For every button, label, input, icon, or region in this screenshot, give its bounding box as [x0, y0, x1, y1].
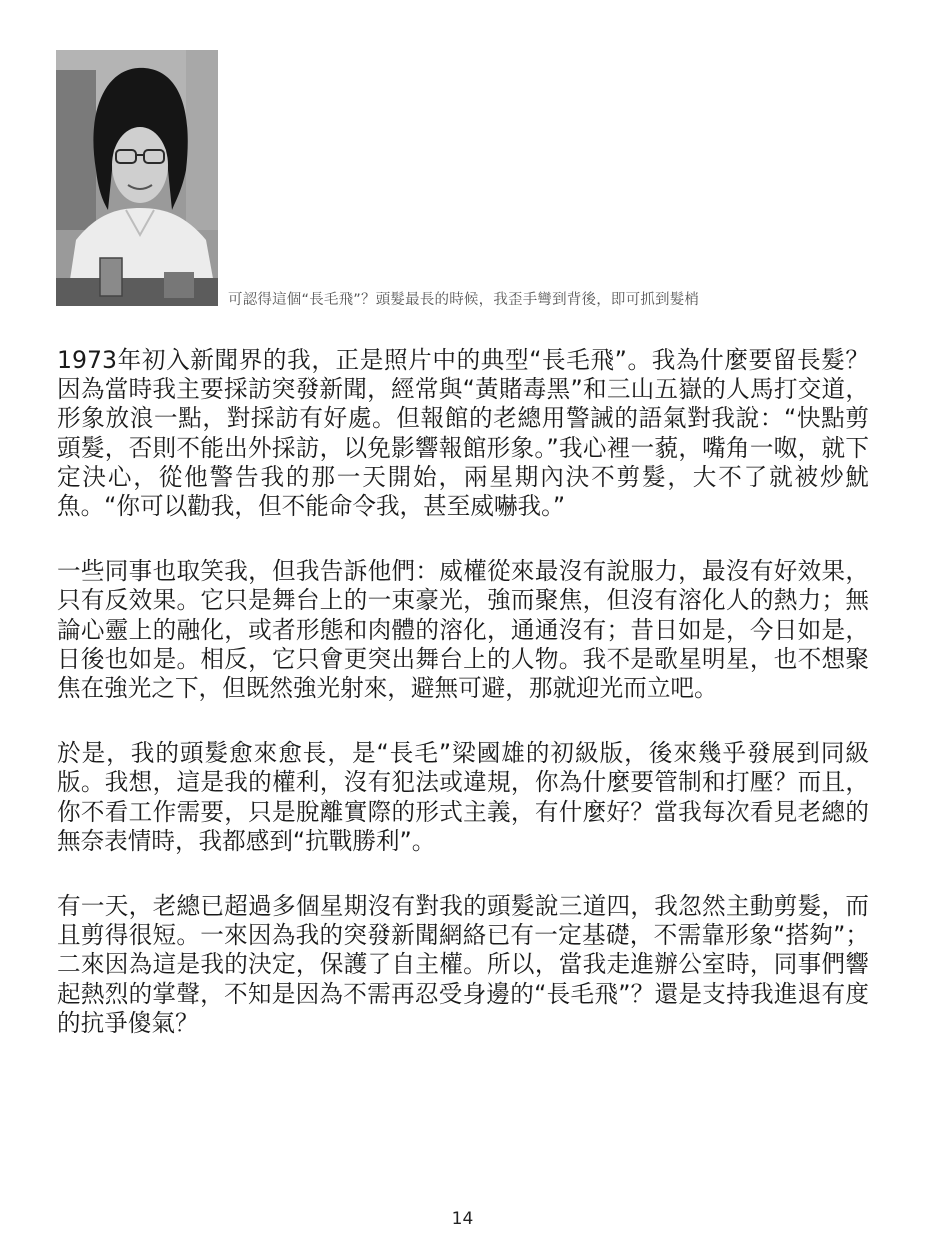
paragraph-3: 於是，我的頭髮愈來愈長，是“長毛”梁國雄的初級版，後來幾乎發展到同級版。我想，這是我的權利，沒有犯法或違規，你為什麼要管制和打壓？而且，你不看工作需要，只是脫離實際的形式主義，有什麼好？當我每次看見老總的無奈表情時，我都感到“抗戰勝利”。: [57, 739, 869, 855]
paragraph-4: 有一天，老總已超過多個星期沒有對我的頭髮說三道四，我忽然主動剪髮，而且剪得很短。一來因為我的突發新聞網絡已有一定基礎，不需靠形象“搭夠”；二來因為這是我的決定，保護了自主權。所以，當我走進辦公室時，同事們響起熱烈的掌聲，不知是因為不需再忍受身邊的“長毛飛”？還是支持我進退有度的抗爭傻氣？: [57, 892, 869, 1037]
portrait-photo-illustration: [56, 50, 218, 306]
article-body: [57, 346, 869, 1038]
portrait-photo: [56, 50, 218, 306]
photo-caption: 可認得這個“長毛飛”？頭髮最長的時候，我歪手彎到背後，即可抓到髮梢: [228, 292, 700, 308]
page-number: 14: [451, 1209, 474, 1229]
paragraph-2: 一些同事也取笑我，但我告訴他們：威權從來最沒有說服力，最沒有好效果，只有反效果。它只是舞台上的一束豪光，強而聚焦，但沒有溶化人的熱力；無論心靈上的融化，或者形態和肉體的溶化，通通沒有；昔日如是，今日如是，日後也如是。相反，它只會更突出舞台上的人物。我不是歌星明星，也不想聚焦在強光之下，但既然強光射來，避無可避，那就迎光而立吧。: [57, 557, 869, 703]
paragraph-1: 1973年初入新聞界的我，正是照片中的典型“長毛飛”。我為什麼要留長髮？因為當時我主要採訪突發新聞，經常與“黃賭毒黑”和三山五嶽的人馬打交道，形象放浪一點，對採訪有好處。但報館的老總用警誡的語氣對我說：“快點剪頭髮，否則不能出外採訪，以免影響報館形象。”我心裡一藐，嘴角一呶，就下定決心，從他警告我的那一天開始，兩星期內決不剪髮，大不了就被炒魷魚。“你可以勸我，但不能命令我，甚至威嚇我。”: [57, 346, 869, 521]
